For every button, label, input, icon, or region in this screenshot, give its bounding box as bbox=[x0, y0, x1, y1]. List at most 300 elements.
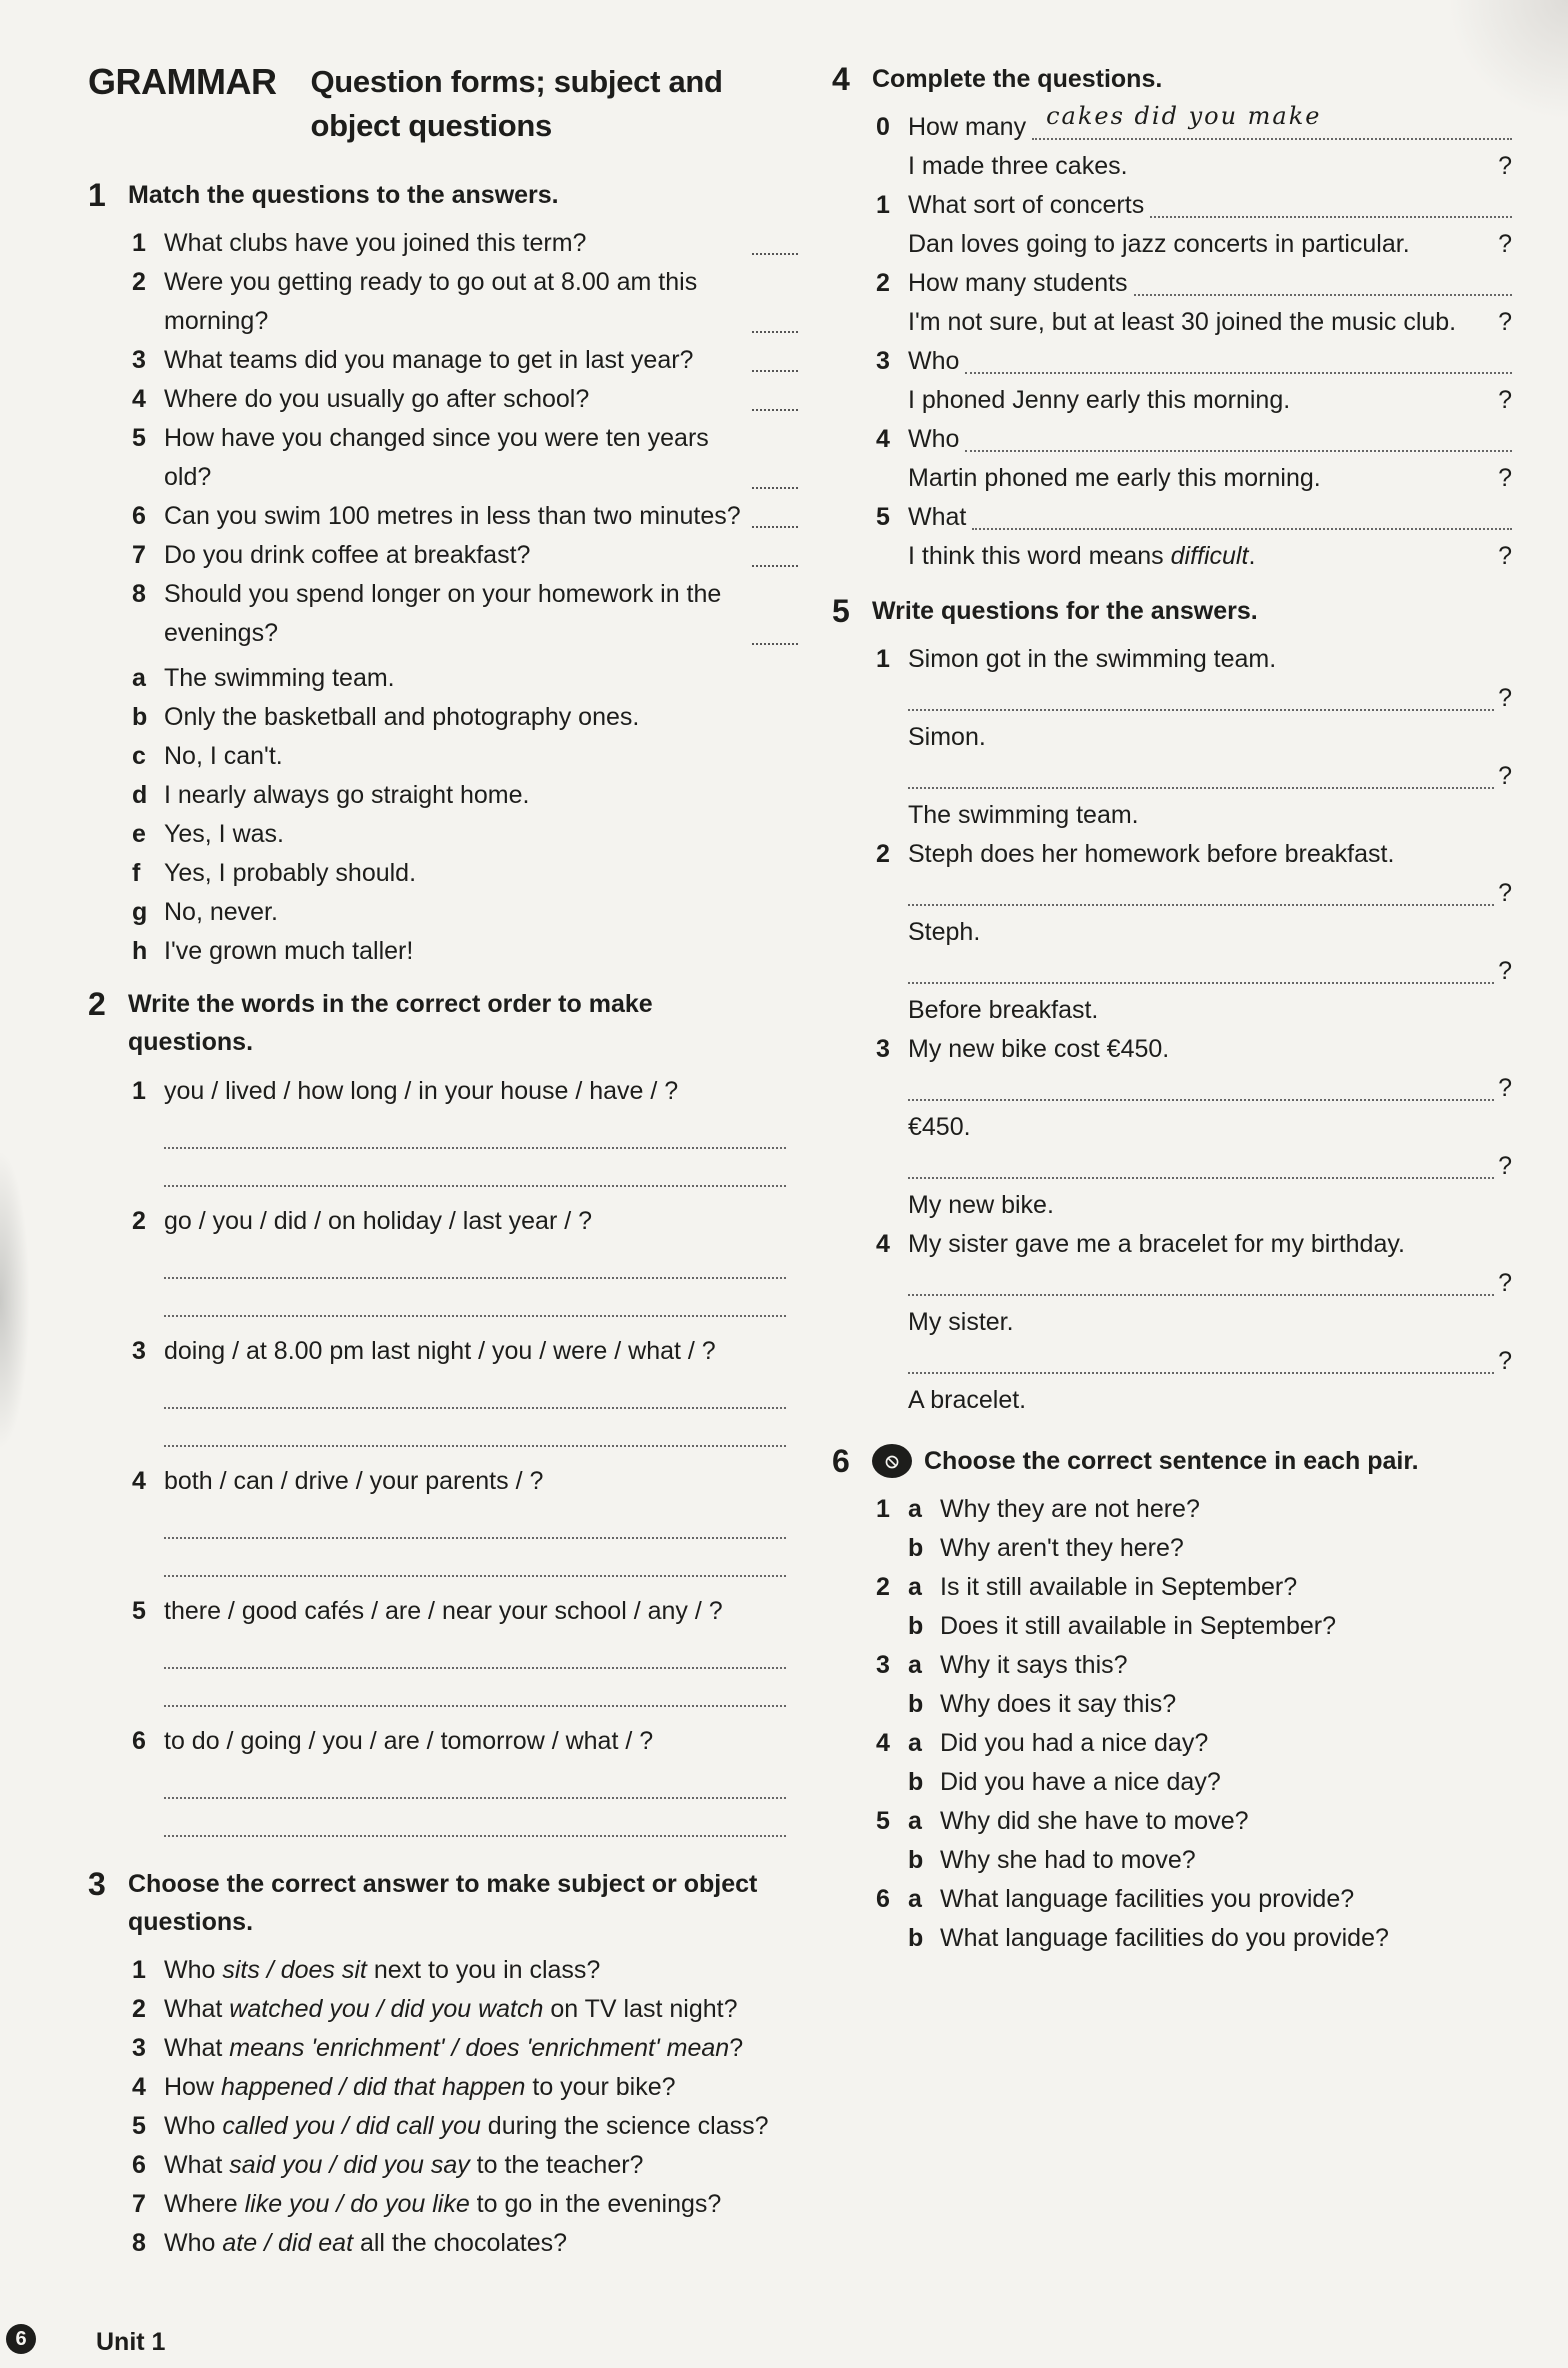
answer-line-row bbox=[908, 1342, 1512, 1380]
question-start: How many bbox=[908, 113, 1027, 141]
sentence-pair bbox=[876, 1568, 1512, 1646]
answer-line[interactable] bbox=[164, 1371, 786, 1409]
item-number: 4 bbox=[876, 1230, 890, 1258]
left-column bbox=[88, 60, 798, 2263]
sentence-pairs-list bbox=[832, 1490, 1512, 1958]
sentence-end: during the science class? bbox=[480, 2112, 769, 2140]
answer-line[interactable] bbox=[908, 1268, 1494, 1296]
answer-line[interactable] bbox=[164, 1279, 786, 1317]
question-item bbox=[132, 263, 798, 341]
question-start-row bbox=[876, 498, 1512, 537]
option-letter: b bbox=[908, 1846, 924, 1874]
answer-letter: g bbox=[132, 898, 148, 926]
answer-line[interactable] bbox=[164, 1111, 786, 1149]
sentence-pair bbox=[876, 1490, 1512, 1568]
exercise-4-header bbox=[832, 60, 1512, 98]
item-number: 3 bbox=[132, 2034, 146, 2062]
answer-line-row bbox=[908, 757, 1512, 795]
question-text: Where do you usually go after school? bbox=[164, 385, 590, 413]
sentence-end: on TV last night? bbox=[543, 1995, 738, 2023]
answer-line[interactable] bbox=[908, 1073, 1494, 1101]
question-start-row bbox=[876, 264, 1512, 303]
item-number: 2 bbox=[876, 840, 890, 868]
choice-item bbox=[132, 2185, 798, 2224]
item-number: 2 bbox=[876, 269, 890, 297]
question-text: Do you drink coffee at breakfast? bbox=[164, 541, 531, 569]
exercise-instruction: Complete the questions. bbox=[872, 65, 1163, 93]
choice-sentence bbox=[164, 1990, 798, 2029]
item-number: 6 bbox=[132, 1727, 146, 1755]
exercise-3-header bbox=[88, 1865, 798, 1941]
answer-blank[interactable] bbox=[752, 459, 798, 489]
question-item bbox=[132, 380, 798, 419]
question-text: How have you changed since you were ten years old? bbox=[164, 424, 709, 491]
answer-line[interactable] bbox=[164, 1149, 786, 1187]
item-number: 5 bbox=[876, 503, 890, 531]
item-number: 4 bbox=[132, 2073, 146, 2101]
answer-letter: e bbox=[132, 820, 146, 848]
option-sentence: Why it says this? bbox=[940, 1651, 1128, 1679]
option-a[interactable]: like you bbox=[244, 2190, 330, 2218]
exercise-number: 4 bbox=[832, 61, 850, 97]
item-number: 6 bbox=[132, 502, 146, 530]
item-number-spacer bbox=[876, 1685, 908, 1724]
option-a[interactable]: happened bbox=[220, 2073, 333, 2101]
sentence-end: to the teacher? bbox=[469, 2151, 644, 2179]
question-mark: ? bbox=[1498, 879, 1512, 907]
choice-sentence bbox=[164, 2068, 798, 2107]
sentence-start: Who bbox=[164, 2112, 223, 2140]
item-number: 0 bbox=[876, 113, 890, 141]
scrambled-words: there / good cafés / are / near your school / any / ? bbox=[164, 1597, 723, 1625]
given-answer: I'm not sure, but at least 30 joined the music club. bbox=[908, 308, 1457, 336]
item-number: 4 bbox=[876, 1729, 890, 1757]
option-separator: / bbox=[369, 1995, 391, 2023]
page-number: 6 bbox=[6, 2324, 36, 2354]
statement: Simon got in the swimming team. bbox=[908, 645, 1277, 673]
question-item bbox=[132, 536, 798, 575]
answer-line-row bbox=[908, 874, 1512, 912]
option-b[interactable]: did eat bbox=[277, 2229, 354, 2257]
question-mark: ? bbox=[1498, 308, 1512, 336]
option-sentence: Does it still available in September? bbox=[940, 1612, 1337, 1640]
choice-sentence bbox=[164, 2146, 798, 2185]
item-number: 8 bbox=[132, 580, 146, 608]
grammar-heading bbox=[88, 60, 798, 148]
handwritten-answer: cakes did you make bbox=[1046, 102, 1322, 130]
question-mark: ? bbox=[1498, 152, 1512, 180]
given-answer: My sister. bbox=[908, 1308, 1014, 1336]
option-separator: / bbox=[444, 2034, 466, 2062]
answer-line-row bbox=[908, 679, 1512, 717]
exercise-1-header bbox=[88, 176, 798, 214]
word-order-prompt bbox=[132, 1721, 798, 1761]
option-letter: a bbox=[908, 1729, 922, 1757]
answer-text: The swimming team. bbox=[164, 664, 395, 692]
answer-blank[interactable] bbox=[752, 615, 798, 645]
exercise-3 bbox=[88, 1865, 798, 2263]
option-sentence: Why did she have to move? bbox=[940, 1807, 1249, 1835]
item-number: 3 bbox=[876, 1035, 890, 1063]
item-number: 1 bbox=[876, 191, 890, 219]
item-number: 5 bbox=[876, 1807, 890, 1835]
option-a[interactable]: means 'enrichment' bbox=[229, 2034, 445, 2062]
option-a[interactable]: watched you bbox=[229, 1995, 370, 2023]
statement-row bbox=[876, 640, 1512, 679]
item-number: 3 bbox=[132, 1337, 146, 1365]
option-a[interactable]: ate bbox=[222, 2229, 258, 2257]
sentence-start: What bbox=[164, 1995, 230, 2023]
option-row-a[interactable] bbox=[876, 1802, 1512, 1841]
given-answer bbox=[908, 537, 1494, 576]
answer-item bbox=[132, 854, 798, 893]
answer-item bbox=[132, 698, 798, 737]
question-mark: ? bbox=[1498, 1269, 1512, 1297]
option-row-b[interactable] bbox=[876, 1919, 1512, 1958]
scrambled-words: go / you / did / on holiday / last year / ? bbox=[164, 1207, 593, 1235]
item-number-spacer bbox=[876, 1763, 908, 1802]
question-start: What bbox=[908, 503, 967, 531]
exercise-2 bbox=[88, 985, 798, 1837]
sentence-start: What bbox=[164, 2034, 230, 2062]
answer-blank[interactable] bbox=[752, 381, 798, 411]
answer-row bbox=[908, 303, 1512, 342]
exercise-1 bbox=[88, 176, 798, 971]
item-number: 3 bbox=[132, 346, 146, 374]
option-row-b[interactable] bbox=[876, 1841, 1512, 1880]
answer-line-row bbox=[908, 1069, 1512, 1107]
option-row-b[interactable] bbox=[876, 1763, 1512, 1802]
answer-line-row bbox=[908, 952, 1512, 990]
item-number: 1 bbox=[132, 1956, 146, 1984]
option-row-a[interactable] bbox=[876, 1568, 1512, 1607]
answer-line[interactable] bbox=[908, 956, 1494, 984]
answer-item bbox=[132, 815, 798, 854]
option-sentence: Why aren't they here? bbox=[940, 1534, 1184, 1562]
answer-line-row bbox=[908, 1147, 1512, 1185]
answer-letter: h bbox=[132, 937, 148, 965]
option-sentence: What language facilities do you provide? bbox=[940, 1924, 1389, 1952]
answer-line[interactable] bbox=[164, 1241, 786, 1279]
exercise-2-header bbox=[88, 985, 798, 1061]
choice-item bbox=[132, 2107, 798, 2146]
exercise-4 bbox=[832, 60, 1512, 576]
answer-item bbox=[132, 776, 798, 815]
sentence-pair bbox=[876, 1802, 1512, 1880]
complete-item bbox=[876, 186, 1512, 264]
option-row-a[interactable] bbox=[876, 1490, 1512, 1529]
sentence-start: What bbox=[164, 2151, 230, 2179]
option-row-a[interactable] bbox=[876, 1880, 1512, 1919]
word-order-prompt bbox=[132, 1071, 798, 1111]
answer-letter: b bbox=[132, 703, 148, 731]
option-letter: b bbox=[908, 1768, 924, 1796]
given-answer: Dan loves going to jazz concerts in particular. bbox=[908, 230, 1410, 258]
word-order-prompt bbox=[132, 1331, 798, 1371]
choice-sentence bbox=[164, 2029, 798, 2068]
item-number: 7 bbox=[132, 2190, 146, 2218]
choice-sentence bbox=[164, 2185, 798, 2224]
given-answer: Steph. bbox=[908, 918, 981, 946]
question-text: Were you getting ready to go out at 8.00 am this morning? bbox=[164, 268, 698, 335]
question-item bbox=[132, 224, 798, 263]
statement: My new bike cost €450. bbox=[908, 1035, 1170, 1063]
option-sentence: Why they are not here? bbox=[940, 1495, 1200, 1523]
choice-list bbox=[132, 1951, 798, 2263]
answer-text: I've grown much taller! bbox=[164, 937, 414, 965]
answer-blank[interactable] bbox=[752, 498, 798, 528]
answer-line[interactable] bbox=[908, 878, 1494, 906]
answer-blank[interactable] bbox=[752, 342, 798, 372]
item-number: 4 bbox=[132, 1467, 146, 1495]
answer-blank[interactable] bbox=[752, 225, 798, 255]
option-sentence: What language facilities you provide? bbox=[940, 1885, 1355, 1913]
answer-blank[interactable] bbox=[1032, 102, 1512, 140]
answer-line[interactable] bbox=[908, 1151, 1494, 1179]
option-row-a[interactable] bbox=[876, 1724, 1512, 1763]
answer-line[interactable] bbox=[908, 761, 1494, 789]
exercise-instruction: Choose the correct answer to make subject or object questions. bbox=[128, 1870, 758, 1936]
answer-row bbox=[908, 381, 1512, 420]
word-order-prompt bbox=[132, 1591, 798, 1631]
write-question-item bbox=[876, 835, 1512, 1030]
sentence-start: Who bbox=[164, 1956, 223, 1984]
item-number: 4 bbox=[132, 385, 146, 413]
exercise-number: 2 bbox=[88, 986, 106, 1022]
answer-text: No, I can't. bbox=[164, 742, 283, 770]
option-sentence: Is it still available in September? bbox=[940, 1573, 1298, 1601]
question-item bbox=[132, 497, 798, 536]
page-footer bbox=[0, 2320, 300, 2368]
answer-row bbox=[908, 147, 1512, 186]
question-mark: ? bbox=[1498, 762, 1512, 790]
sentence-end: to go in the evenings? bbox=[469, 2190, 722, 2218]
item-number: 5 bbox=[132, 2112, 146, 2140]
page-edge-shadow bbox=[0, 1150, 30, 1450]
item-number-spacer bbox=[876, 1919, 908, 1958]
option-sentence: Did you have a nice day? bbox=[940, 1768, 1221, 1796]
exercise-number: 5 bbox=[832, 593, 850, 629]
answer-item bbox=[132, 737, 798, 776]
option-b[interactable]: did that happen bbox=[353, 2073, 526, 2101]
answer-blank[interactable] bbox=[752, 537, 798, 567]
option-row-b[interactable] bbox=[876, 1529, 1512, 1568]
question-start: Who bbox=[908, 347, 960, 375]
question-start: What sort of concerts bbox=[908, 191, 1145, 219]
answer-letter: f bbox=[132, 859, 141, 887]
given-answer: My new bike. bbox=[908, 1191, 1054, 1219]
answer-line[interactable] bbox=[908, 1346, 1494, 1374]
question-start: How many students bbox=[908, 269, 1128, 297]
complete-item bbox=[876, 420, 1512, 498]
question-list bbox=[132, 224, 798, 653]
question-mark: ? bbox=[1498, 684, 1512, 712]
option-separator: / bbox=[334, 2112, 356, 2140]
choice-item bbox=[132, 2146, 798, 2185]
sentence-pair bbox=[876, 1724, 1512, 1802]
item-number: 1 bbox=[876, 1495, 890, 1523]
write-question-item bbox=[876, 1030, 1512, 1225]
given-answer: The swimming team. bbox=[908, 801, 1139, 829]
option-separator: / bbox=[322, 2151, 344, 2179]
item-number: 1 bbox=[132, 1077, 146, 1105]
option-letter: a bbox=[908, 1495, 922, 1523]
item-number: 2 bbox=[132, 268, 146, 296]
exercise-number: 6 bbox=[832, 1443, 850, 1479]
item-number-spacer bbox=[876, 1841, 908, 1880]
word-order-item bbox=[132, 1721, 798, 1837]
option-separator: / bbox=[329, 2190, 351, 2218]
item-number: 2 bbox=[132, 1995, 146, 2023]
answer-row bbox=[908, 459, 1512, 498]
question-item bbox=[132, 419, 798, 497]
question-mark: ? bbox=[1498, 230, 1512, 258]
answer-line[interactable] bbox=[164, 1631, 786, 1669]
choice-item bbox=[132, 2029, 798, 2068]
choice-sentence bbox=[164, 2224, 798, 2263]
scrambled-words: you / lived / how long / in your house / have / ? bbox=[164, 1077, 679, 1105]
answer-text: Yes, I probably should. bbox=[164, 859, 417, 887]
complete-item bbox=[876, 264, 1512, 342]
answer-text: Yes, I was. bbox=[164, 820, 284, 848]
write-questions-list bbox=[832, 640, 1512, 1420]
sentence-end: ? bbox=[729, 2034, 744, 2062]
answer-line[interactable] bbox=[164, 1761, 786, 1799]
exercise-instruction: Match the questions to the answers. bbox=[128, 181, 559, 209]
choice-item bbox=[132, 1990, 798, 2029]
option-letter: b bbox=[908, 1924, 924, 1952]
statement: My sister gave me a bracelet for my birthday. bbox=[908, 1230, 1405, 1258]
word-order-item bbox=[132, 1071, 798, 1187]
answer-blank[interactable] bbox=[972, 498, 1512, 530]
scrambled-words: both / can / drive / your parents / ? bbox=[164, 1467, 544, 1495]
given-answer: €450. bbox=[908, 1113, 971, 1141]
given-answer: A bracelet. bbox=[908, 1386, 1027, 1414]
answer-blank[interactable] bbox=[1134, 264, 1512, 296]
item-number-spacer bbox=[876, 1607, 908, 1646]
option-sentence: Why she had to move? bbox=[940, 1846, 1196, 1874]
item-number: 8 bbox=[132, 2229, 146, 2257]
word-order-prompt bbox=[132, 1201, 798, 1241]
item-number: 5 bbox=[132, 1597, 146, 1625]
question-mark: ? bbox=[1498, 464, 1512, 492]
item-number: 2 bbox=[876, 1573, 890, 1601]
scrambled-words: doing / at 8.00 pm last night / you / were / what / ? bbox=[164, 1337, 716, 1365]
question-text: Should you spend longer on your homework in the evenings? bbox=[164, 580, 722, 647]
option-b[interactable]: does 'enrichment' mean bbox=[465, 2034, 730, 2062]
option-b[interactable]: do you like bbox=[350, 2190, 470, 2218]
exercise-5 bbox=[832, 592, 1512, 1420]
answer-line[interactable] bbox=[164, 1539, 786, 1577]
option-b[interactable]: did you watch bbox=[390, 1995, 544, 2023]
question-mark: ? bbox=[1498, 386, 1512, 414]
option-b[interactable]: did you say bbox=[343, 2151, 470, 2179]
answer-line[interactable] bbox=[164, 1501, 786, 1539]
word-order-item bbox=[132, 1461, 798, 1577]
scrambled-words: to do / going / you / are / tomorrow / what / ? bbox=[164, 1727, 654, 1755]
exercise-instruction: Write questions for the answers. bbox=[872, 597, 1258, 625]
answer-item bbox=[132, 893, 798, 932]
option-row-b[interactable] bbox=[876, 1607, 1512, 1646]
answer-row bbox=[908, 225, 1512, 264]
complete-item bbox=[876, 102, 1512, 186]
question-mark: ? bbox=[1498, 542, 1512, 570]
given-answer: Before breakfast. bbox=[908, 996, 1099, 1024]
exercise-6 bbox=[832, 1442, 1512, 1958]
right-column bbox=[832, 60, 1512, 1958]
item-number: 2 bbox=[132, 1207, 146, 1235]
statement-row bbox=[876, 1225, 1512, 1264]
choice-sentence bbox=[164, 1951, 798, 1990]
option-b[interactable]: does sit bbox=[280, 1956, 367, 1984]
option-row-b[interactable] bbox=[876, 1685, 1512, 1724]
common-mistake-icon: ⦸ bbox=[872, 1444, 912, 1478]
given-answer: I made three cakes. bbox=[908, 152, 1128, 180]
answer-line[interactable] bbox=[164, 1669, 786, 1707]
answer-line[interactable] bbox=[164, 1409, 786, 1447]
option-letter: a bbox=[908, 1651, 922, 1679]
answer-letter: c bbox=[132, 742, 146, 770]
answer-blank[interactable] bbox=[965, 342, 1512, 374]
answer-blank[interactable] bbox=[752, 303, 798, 333]
write-question-item bbox=[876, 1225, 1512, 1420]
choice-item bbox=[132, 2224, 798, 2263]
grammar-topic: Question forms; subject and object questions bbox=[310, 64, 723, 143]
option-row-a[interactable] bbox=[876, 1646, 1512, 1685]
option-letter: a bbox=[908, 1807, 922, 1835]
option-a[interactable]: said you bbox=[229, 2151, 323, 2179]
exercise-instruction: Write the words in the correct order to make questions. bbox=[128, 990, 653, 1056]
answer-text: Only the basketball and photography ones. bbox=[164, 703, 640, 731]
given-answer: I phoned Jenny early this morning. bbox=[908, 386, 1291, 414]
option-letter: b bbox=[908, 1612, 924, 1640]
sentence-end: next to you in class? bbox=[366, 1956, 601, 1984]
item-number-spacer bbox=[876, 1529, 908, 1568]
statement: Steph does her homework before breakfast. bbox=[908, 840, 1395, 868]
answer-row bbox=[908, 537, 1512, 576]
item-number: 6 bbox=[132, 2151, 146, 2179]
exercise-6-header bbox=[832, 1442, 1512, 1480]
item-number: 7 bbox=[132, 541, 146, 569]
answer-blank[interactable] bbox=[1150, 186, 1512, 218]
answer-blank[interactable] bbox=[965, 420, 1512, 452]
item-number: 3 bbox=[876, 1651, 890, 1679]
item-number: 6 bbox=[876, 1885, 890, 1913]
answer-line[interactable] bbox=[164, 1799, 786, 1837]
question-text: What teams did you manage to get in last year? bbox=[164, 346, 694, 374]
option-separator: / bbox=[259, 1956, 281, 1984]
item-number: 4 bbox=[876, 425, 890, 453]
word-order-item bbox=[132, 1331, 798, 1447]
option-a[interactable]: called you bbox=[222, 2112, 335, 2140]
question-mark: ? bbox=[1498, 957, 1512, 985]
given-answer: Simon. bbox=[908, 723, 986, 751]
question-text: What clubs have you joined this term? bbox=[164, 229, 587, 257]
option-sentence: Why does it say this? bbox=[940, 1690, 1177, 1718]
answer-line[interactable] bbox=[908, 683, 1494, 711]
option-a[interactable]: sits bbox=[222, 1956, 260, 1984]
option-separator: / bbox=[257, 2229, 278, 2257]
item-number: 1 bbox=[132, 229, 146, 257]
sentence-pair bbox=[876, 1646, 1512, 1724]
answer-letter: d bbox=[132, 781, 148, 809]
given-answer: Martin phoned me early this morning. bbox=[908, 464, 1321, 492]
option-letter: a bbox=[908, 1885, 922, 1913]
option-b[interactable]: did call you bbox=[355, 2112, 481, 2140]
answer-line-row bbox=[908, 1264, 1512, 1302]
answer-emphasis: difficult bbox=[1170, 542, 1249, 570]
question-start-row bbox=[876, 102, 1512, 147]
